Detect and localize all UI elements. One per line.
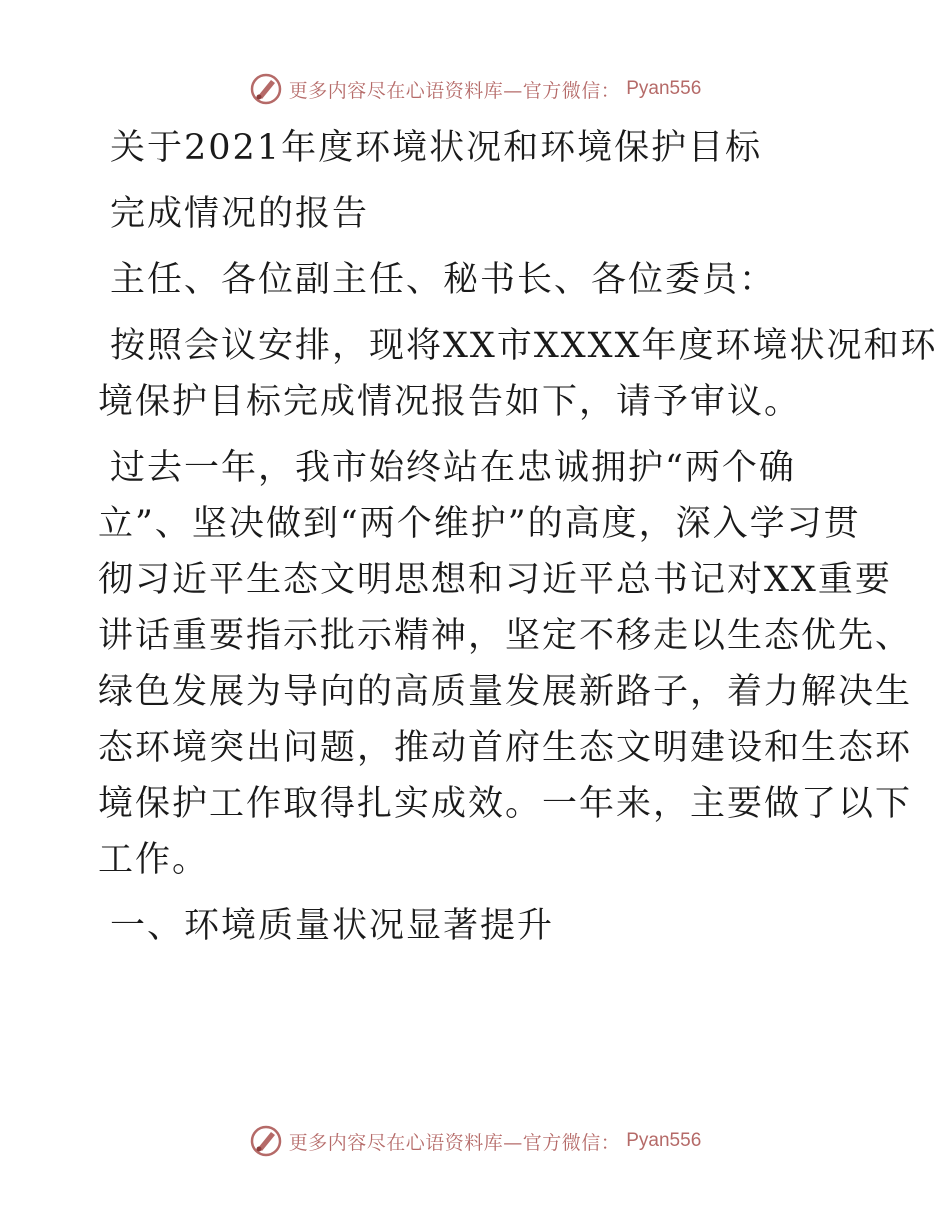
brush-logo-icon bbox=[249, 72, 283, 106]
section-heading-1: 一、环境质量状况显著提升 bbox=[110, 906, 555, 946]
brush-logo-icon bbox=[249, 1124, 283, 1158]
intro-line-1: 按照会议安排，现将XX市XXXX年度环境状况和环 bbox=[110, 326, 938, 366]
body-line-4: 讲话重要指示批示精神，坚定不移走以生态优先、 bbox=[98, 616, 913, 656]
intro-line-2: 境保护目标完成情况报告如下，请予审议。 bbox=[98, 382, 802, 422]
body-line-2: 立”、坚决做到“两个维护”的高度，深入学习贯 bbox=[98, 504, 861, 544]
body-line-7: 境保护工作取得扎实成效。一年来，主要做了以下 bbox=[98, 784, 913, 824]
watermark-text: 更多内容尽在心语资料库—官方微信： bbox=[288, 79, 621, 102]
watermark-wechat-id: Pyan556 bbox=[626, 1130, 702, 1151]
watermark-wechat-id: Pyan556 bbox=[626, 78, 702, 99]
watermark-text: 更多内容尽在心语资料库—官方微信： bbox=[288, 1131, 621, 1154]
salutation: 主任、各位副主任、秘书长、各位委员： bbox=[110, 260, 777, 300]
body-line-3: 彻习近平生态文明思想和习近平总书记对XX重要 bbox=[98, 560, 892, 600]
document-body bbox=[98, 120, 938, 954]
body-line-1: 过去一年，我市始终站在忠诚拥护“两个确 bbox=[110, 448, 796, 488]
title-line-2: 完成情况的报告 bbox=[110, 194, 370, 234]
body-line-6: 态环境突出问题，推动首府生态文明建设和生态环 bbox=[98, 728, 913, 768]
title-line-1: 关于2021年度环境状况和环境保护目标 bbox=[110, 128, 763, 168]
body-line-8: 工作。 bbox=[98, 840, 210, 880]
body-line-5: 绿色发展为导向的高质量发展新路子，着力解决生 bbox=[98, 672, 913, 712]
watermark-banner-top bbox=[0, 72, 950, 106]
watermark-banner-bottom bbox=[0, 1124, 950, 1158]
